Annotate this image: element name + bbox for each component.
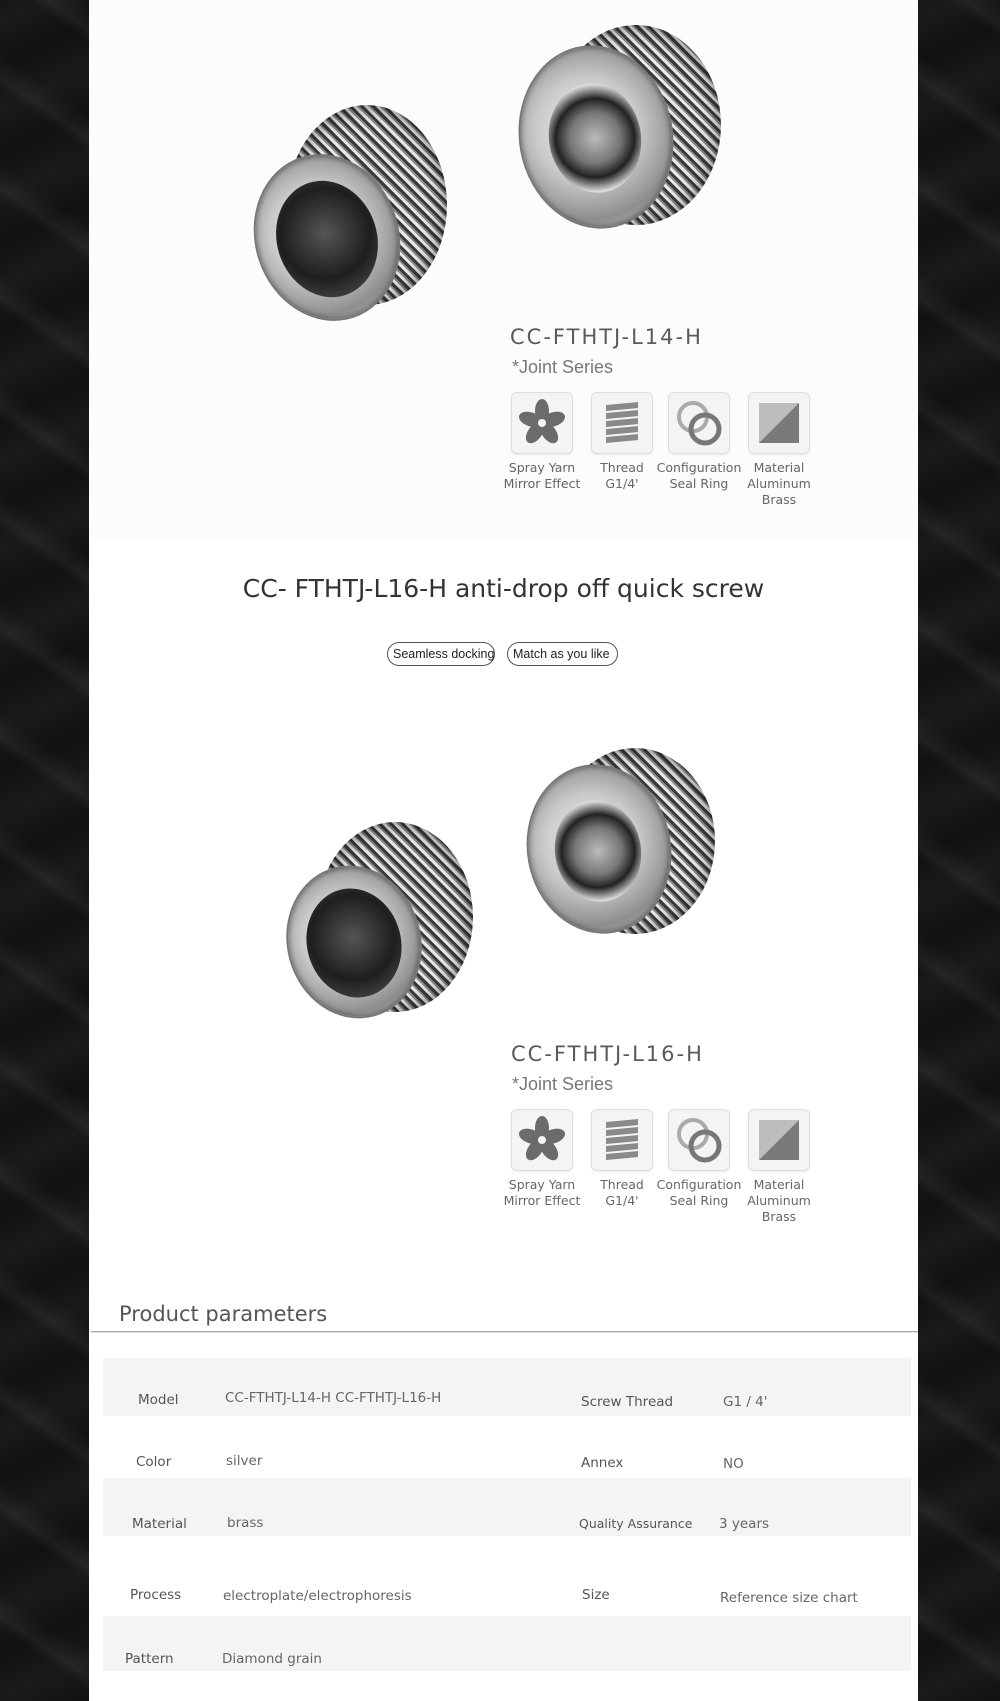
params-title: Product parameters bbox=[119, 1302, 328, 1326]
param-label: Quality Assurance bbox=[579, 1516, 693, 1531]
param-label: Annex bbox=[581, 1455, 624, 1471]
feature-seal-ring bbox=[654, 392, 744, 492]
param-label: Model bbox=[138, 1392, 179, 1408]
feature-seal-ring bbox=[654, 1109, 744, 1209]
series-label: *Joint Series bbox=[512, 357, 614, 377]
tag-seamless-docking: Seamless docking bbox=[387, 642, 495, 666]
param-label: Material bbox=[132, 1516, 187, 1532]
fitting-image-front bbox=[257, 105, 452, 320]
param-label: Screw Thread bbox=[581, 1394, 674, 1410]
row-band bbox=[103, 1478, 911, 1536]
product-code: CC-FTHTJ-L14-H bbox=[510, 325, 703, 349]
series-label: *Joint Series bbox=[512, 1074, 614, 1094]
product-section-1 bbox=[89, 0, 918, 540]
param-value: brass bbox=[227, 1515, 264, 1531]
feature-label: Spray Yarn Mirror Effect bbox=[503, 1177, 581, 1208]
thread-icon bbox=[596, 397, 648, 449]
fan-icon bbox=[516, 397, 568, 449]
params-divider bbox=[91, 1331, 918, 1333]
product-page bbox=[89, 0, 918, 1701]
feature-label: Spray Yarn Mirror Effect bbox=[503, 460, 581, 491]
product-code: CC-FTHTJ-L16-H bbox=[511, 1042, 704, 1066]
param-label: Size bbox=[582, 1587, 610, 1603]
fan-icon bbox=[516, 1114, 568, 1166]
seal-ring-icon bbox=[673, 1114, 725, 1166]
material-icon bbox=[753, 1114, 805, 1166]
feature-label: Material Aluminum Brass bbox=[747, 1177, 811, 1224]
row-band bbox=[103, 1358, 911, 1416]
feature-spray-yarn bbox=[497, 392, 587, 492]
feature-label: Configuration Seal Ring bbox=[656, 1177, 742, 1208]
feature-label: Configuration Seal Ring bbox=[656, 460, 742, 491]
headline: CC- FTHTJ-L16-H anti-drop off quick screw bbox=[242, 574, 765, 603]
param-label: Pattern bbox=[125, 1651, 174, 1667]
param-label: Process bbox=[130, 1587, 182, 1603]
feature-material bbox=[734, 1109, 824, 1225]
param-value: Reference size chart bbox=[720, 1590, 858, 1606]
param-value: G1 / 4' bbox=[723, 1394, 768, 1410]
fitting-image-threaded bbox=[521, 25, 726, 235]
seal-ring-icon bbox=[673, 397, 725, 449]
feature-label: Material Aluminum Brass bbox=[747, 460, 811, 507]
param-value: electroplate/electrophoresis bbox=[223, 1588, 412, 1604]
tag-match-as-you-like: Match as you like bbox=[507, 642, 618, 666]
fitting-image-threaded bbox=[529, 748, 719, 938]
feature-material bbox=[734, 392, 824, 508]
feature-spray-yarn bbox=[497, 1109, 587, 1209]
param-value: CC-FTHTJ-L14-H CC-FTHTJ-L16-H bbox=[225, 1390, 442, 1406]
param-value: 3 years bbox=[719, 1516, 770, 1532]
param-value: silver bbox=[226, 1453, 263, 1469]
background-right-decor bbox=[918, 0, 1000, 1701]
feature-label: Thread G1/4' bbox=[600, 460, 644, 491]
fitting-image-front bbox=[289, 822, 484, 1020]
thread-icon bbox=[596, 1114, 648, 1166]
material-icon bbox=[753, 397, 805, 449]
background-left-decor bbox=[0, 0, 89, 1701]
param-value: NO bbox=[723, 1456, 744, 1472]
param-label: Color bbox=[136, 1454, 172, 1470]
feature-label: Thread G1/4' bbox=[600, 1177, 644, 1208]
param-value: Diamond grain bbox=[222, 1651, 322, 1667]
